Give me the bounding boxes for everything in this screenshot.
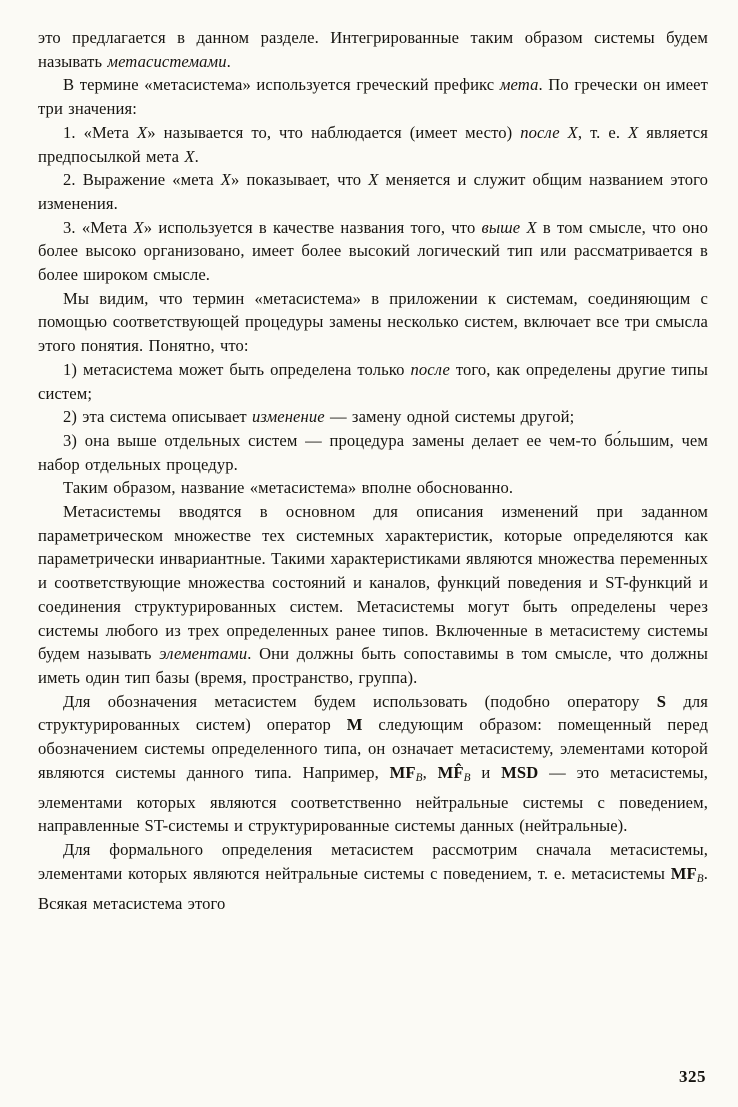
text-segment: Для обозначения метасистем будем использовать (подобно оператору — [63, 691, 657, 711]
text-segment: . Всякая метасистема этого — [38, 863, 708, 913]
paragraph — [38, 690, 708, 838]
text-segment: MF — [670, 863, 697, 883]
text-segment: 2. Выражение «мета — [63, 170, 221, 190]
paragraph — [38, 476, 708, 500]
text-segment: X — [368, 170, 379, 190]
text-segment: B — [463, 771, 471, 784]
text-segment: меняется и служит общим названием этого изменения. — [38, 170, 708, 213]
text-segment: X — [184, 146, 195, 166]
paragraph — [38, 838, 708, 915]
text-segment: Для формального определения метасистем рассмотрим сначала метасистемы, элементами которых являются нейтральные системы с поведением, т. е. метасистемы — [38, 840, 708, 883]
text-segment: 1. «Мета — [63, 122, 138, 142]
text-segment: — замену одной системы другой; — [324, 407, 575, 427]
text-segment: , — [422, 762, 438, 782]
text-segment: X — [567, 122, 578, 142]
text-segment: . По гречески он имеет три значения: — [38, 75, 708, 119]
text-segment: . — [194, 146, 199, 166]
text-segment: B — [696, 872, 704, 885]
paragraph — [38, 405, 708, 429]
text-segment: MF — [389, 762, 416, 782]
page-number: 325 — [679, 1067, 706, 1086]
paragraph — [38, 216, 708, 287]
text-segment: мета — [499, 75, 539, 95]
text-segment: для структурированных систем) оператор — [38, 691, 709, 735]
text-segment: Таким образом, название «метасистема» вполне обоснованно. — [63, 478, 514, 498]
text-segment: это предлагается в данном разделе. Интегрированные таким образом системы будем называть — [38, 28, 708, 71]
text-segment: S — [656, 691, 667, 711]
text-segment: следующим образом: помещенный перед обозначением системы определенного типа, он означает метасистему, элементами которой являются системы данного типа. Например, — [38, 715, 708, 782]
text-segment: MSD — [501, 762, 539, 782]
text-segment: 2) эта система описывает — [63, 407, 253, 427]
text-segment: 1) метасистема может быть определена только — [63, 359, 411, 379]
text-segment: Мы видим, что термин «метасистема» в приложении к системам, соединяющим с помощью соответствующей процедуры замены несколько систем, включает все три смысла этого понятия. Понятно, что: — [38, 288, 708, 356]
paragraph — [38, 358, 708, 405]
paragraph — [38, 26, 708, 73]
text-segment: X — [137, 122, 148, 142]
text-segment: элементами — [159, 644, 248, 664]
paragraph — [38, 168, 708, 215]
text-segment: X — [628, 122, 639, 142]
text-segment: того, как определены другие типы систем; — [38, 359, 708, 403]
text-segment — [560, 123, 568, 142]
text-segment: изменение — [252, 407, 325, 427]
text-segment: метасистемами — [107, 51, 227, 71]
text-segment: и — [470, 762, 502, 782]
text-segment: X — [526, 217, 537, 237]
text-segment: » показывает, что — [231, 170, 369, 190]
text-segment: » называется то, что наблюдается (имеет место) — [147, 122, 521, 142]
paragraph — [38, 500, 708, 690]
paragraph — [38, 287, 708, 358]
text-segment: . — [226, 51, 231, 71]
text-segment: выше — [481, 217, 521, 237]
paragraph — [38, 121, 708, 168]
text-segment: X — [220, 170, 232, 190]
page-text — [38, 26, 708, 915]
text-segment: 3. «Мета — [63, 217, 134, 237]
text-segment: 3) она выше отдельных систем — процедура замены делает ее чем-то бо́льшим, чем набор отдельных процедур. — [38, 430, 708, 474]
paragraph — [38, 73, 708, 120]
text-segment: — это метасистемы, элементами которых являются соответственно нейтральные системы с поведением, направленные ST-системы и структурированные системы данных (нейтральные). — [38, 762, 709, 836]
text-segment: В термине «метасистема» используется греческий префикс — [63, 75, 500, 95]
text-segment: после — [410, 359, 450, 379]
text-segment: MF̂ — [437, 762, 464, 782]
text-segment: . Они должны быть сопоставимы в том смысле, что должны иметь один тип базы (время, пространство, группа). — [38, 644, 708, 687]
text-segment: B — [415, 771, 423, 784]
text-segment: » используется в качестве названия того, что — [143, 217, 482, 237]
text-segment: Метасистемы вводятся в основном для описания изменений при заданном параметрическом множестве тех системных характеристик, которые определяются как параметрически инвариантные. Такими характеристиками являются множества переменных и соответствующие множества состояний и каналов, функций поведения и ST-функций и соединения структурированных систем. Метасистемы могут быть определены через системы любого из трех определенных ранее типов. Включенные в метасистему системы будем называть — [38, 502, 708, 664]
text-segment: является предпосылкой мета — [38, 122, 709, 166]
text-segment: после — [520, 122, 560, 142]
text-segment: M — [346, 715, 363, 735]
paragraph — [38, 429, 708, 476]
text-segment: в том смысле, что оно более высоко организовано, имеет более высокий логический тип или рассматривается в более широком смысле. — [38, 217, 708, 285]
text-segment: X — [133, 217, 144, 237]
text-segment: , т. е. — [577, 122, 629, 142]
